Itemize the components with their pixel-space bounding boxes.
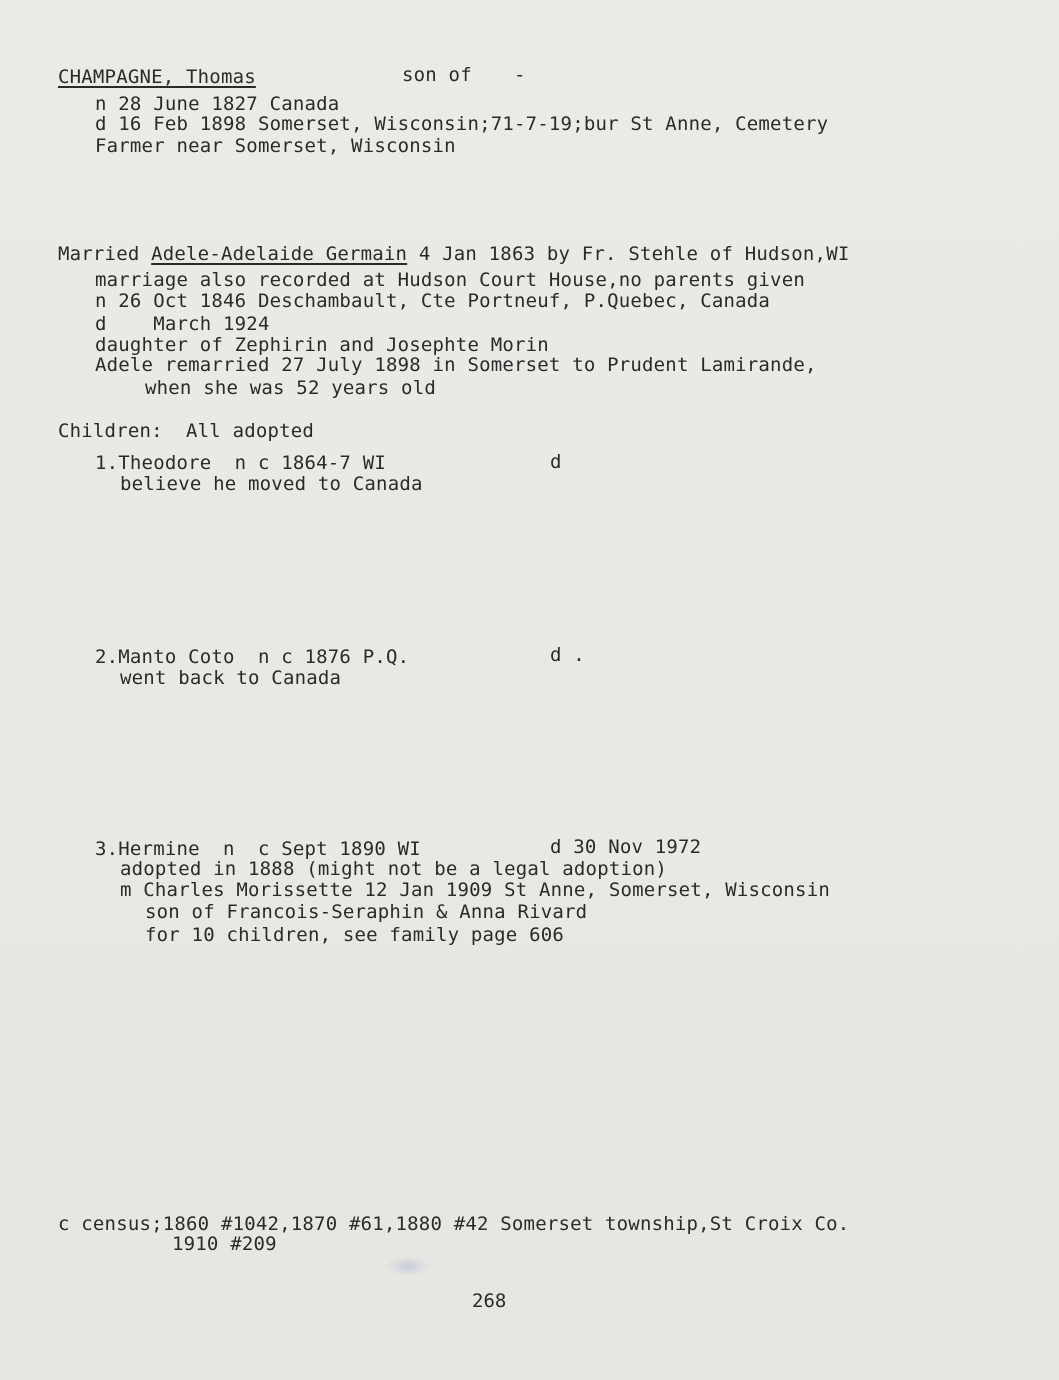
son-of-label: son of xyxy=(402,64,472,86)
spouse-death: d March 1924 xyxy=(95,313,270,335)
child-3-death: d 30 Nov 1972 xyxy=(550,836,702,858)
child-3-spouse-parents: son of Francois-Seraphin & Anna Rivard xyxy=(145,901,588,923)
parents-dash: - xyxy=(514,64,526,86)
child-2-death: d . xyxy=(550,644,585,666)
spouse-remarried: Adele remarried 27 July 1898 in Somerset to Prudent Lamirande, xyxy=(95,354,817,376)
subject-occupation: Farmer near Somerset, Wisconsin xyxy=(95,135,456,157)
spouse-name: Adele-Adelaide Germain xyxy=(151,243,408,265)
child-2-note: went back to Canada xyxy=(120,667,342,689)
marriage-line xyxy=(58,243,849,265)
subject-death: d 16 Feb 1898 Somerset, Wisconsin;71-7-19;bur St Anne, Cemetery xyxy=(95,113,829,135)
children-header: Children: All adopted xyxy=(58,420,315,442)
child-2-line: 2.Manto Coto n c 1876 P.Q. xyxy=(95,646,410,668)
child-1-line: 1.Theodore n c 1864-7 WI xyxy=(95,452,386,474)
marriage-note: marriage also recorded at Hudson Court House,no parents given xyxy=(95,269,805,291)
child-1-note: believe he moved to Canada xyxy=(120,473,423,495)
child-1-death: d xyxy=(550,451,562,473)
spouse-birth: n 26 Oct 1846 Deschambault, Cte Portneuf, P.Quebec, Canada xyxy=(95,290,771,312)
subject-name: CHAMPAGNE, Thomas xyxy=(58,66,256,88)
spouse-remarried-age: when she was 52 years old xyxy=(145,377,436,399)
marriage-prefix: Married xyxy=(58,243,152,265)
census-line: c census;1860 #1042,1870 #61,1880 #42 Somerset township,St Croix Co. xyxy=(58,1213,850,1235)
subject-birth: n 28 June 1827 Canada xyxy=(95,93,340,115)
child-3-line: 3.Hermine n c Sept 1890 WI xyxy=(95,838,421,860)
page-number: 268 xyxy=(472,1290,507,1312)
ink-smudge xyxy=(385,1256,431,1276)
child-3-children-ref: for 10 children, see family page 606 xyxy=(145,924,565,946)
spouse-parents: daughter of Zephirin and Josephte Morin xyxy=(95,334,549,356)
child-3-marriage: m Charles Morissette 12 Jan 1909 St Anne, Somerset, Wisconsin xyxy=(120,879,830,901)
child-3-adoption: adopted in 1888 (might not be a legal adoption) xyxy=(120,858,668,880)
census-line-2: 1910 #209 xyxy=(172,1233,277,1255)
marriage-details: 4 Jan 1863 by Fr. Stehle of Hudson,WI xyxy=(407,243,850,265)
